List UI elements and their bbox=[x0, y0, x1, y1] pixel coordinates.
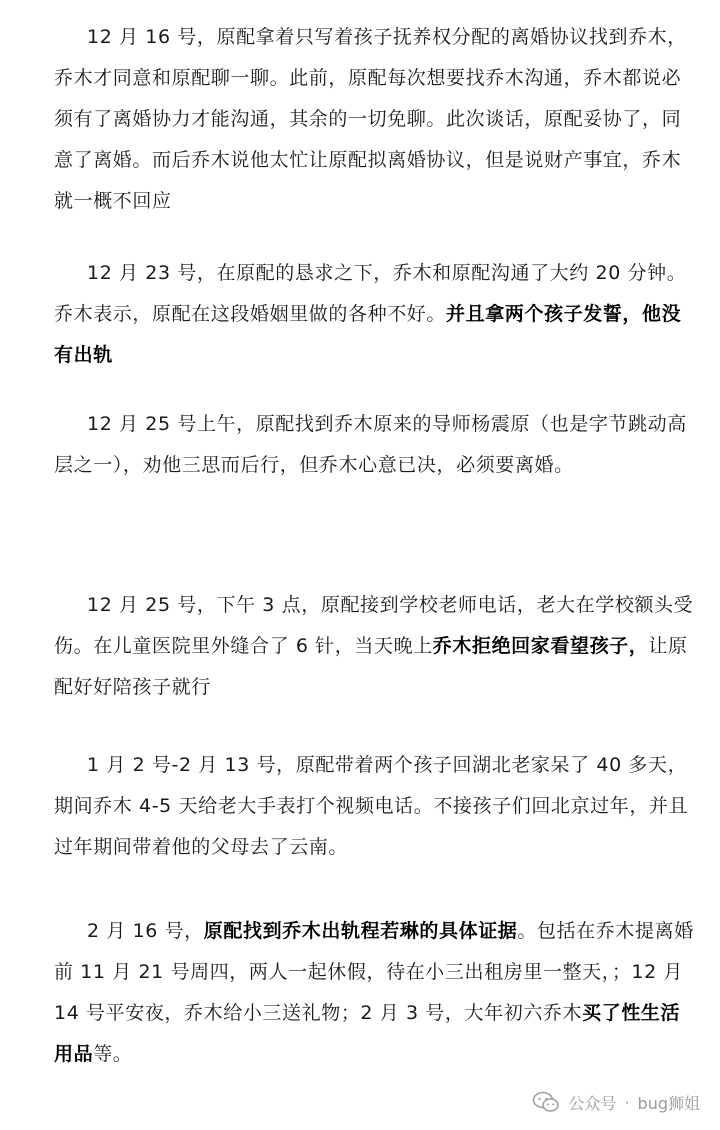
paragraph-text: 12 月 23 号，在原配的恳求之下，乔木和原配沟通了大约 20 分钟。乔木表示，原配在这段婚姻里做的各种不好。 bbox=[54, 262, 687, 325]
paragraph-dec-23 bbox=[54, 253, 694, 376]
paragraph-text: 12 月 25 号，下午 3 点，原配接到学校老师电话，老大在学校额头受伤。在儿童医院里外缝合了 6 针，当天晚上 bbox=[54, 594, 694, 657]
paragraph-text: 让原配好好陪孩子就行 bbox=[54, 635, 688, 698]
paragraph-text: 12 月 25 号上午，原配找到乔木原来的导师杨震原（也是字节跳动高层之一），劝他三思而后行，但乔木心意已决，必须要离婚。 bbox=[54, 413, 687, 476]
paragraph-text: 1 月 2 号-2 月 13 号，原配带着两个孩子回湖北老家呆了 40 多天，期间乔木 4-5 天给老大手表打个视频电话。不接孩子们回北京过年，并且过年期间带着他的父母去了云南。 bbox=[54, 754, 689, 858]
paragraph-dec-25-afternoon bbox=[54, 585, 694, 708]
paragraph-bold-text: 原配找到乔木出轨程若琳的具体证据 bbox=[203, 920, 518, 942]
paragraph-bold-text: 并且拿两个孩子发誓，他没有出轨 bbox=[54, 303, 682, 366]
paragraph-text: 等。 bbox=[93, 1043, 133, 1065]
watermark-separator: · bbox=[624, 1092, 630, 1112]
paragraph-text: 12 月 16 号，原配拿着只写着孩子抚养权分配的离婚协议找到乔木，乔木才同意和原配聊一聊。此前，原配每次想要找乔木沟通，乔木都说必须有了离婚协力才能沟通，其余的一切免聊。此次谈话，原配妥协了，同意了离婚。而后乔木说他太忙让原配拟离婚协议，但是说财产事宜，乔木就一概不回应 bbox=[54, 26, 687, 212]
paragraph-dec-16 bbox=[54, 17, 694, 222]
paragraph-feb-16 bbox=[54, 911, 694, 1075]
watermark-platform: 公众号 bbox=[568, 1093, 617, 1113]
paragraph-dec-25-morning bbox=[54, 404, 694, 486]
paragraph-jan-feb bbox=[54, 745, 694, 868]
wechat-icon bbox=[532, 1091, 560, 1113]
paragraph-text: 2 月 16 号， bbox=[87, 920, 204, 942]
watermark bbox=[532, 1087, 700, 1117]
watermark-account: bug狮姐 bbox=[637, 1093, 700, 1113]
paragraph-bold-text: 买了性生活用品 bbox=[54, 1002, 681, 1065]
paragraph-bold-text: 乔木拒绝回家看望孩子， bbox=[432, 635, 649, 657]
paragraph-text: 。包括在乔木提离婚前 11 月 21 号周四，两人一起休假，待在小三出租房里一整天，；12 月 14 号平安夜，乔木给小三送礼物；2 月 3 号，大年初六乔木 bbox=[54, 920, 694, 1024]
